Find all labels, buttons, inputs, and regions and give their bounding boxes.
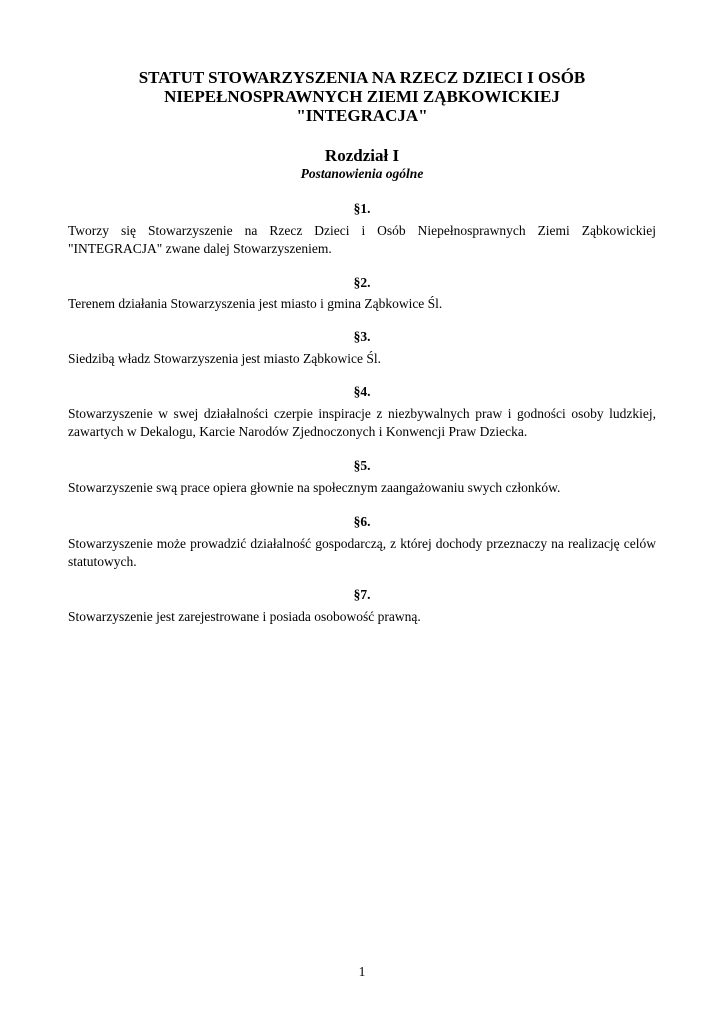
section-5-number: §5. [353,458,371,473]
document-title-line-2: NIEPEŁNOSPRAWNYCH ZIEMI ZĄBKOWICKIEJ [164,87,560,106]
section-4-number: §4. [353,384,371,399]
section-6-text: Stowarzyszenie może prowadzić działalność gospodarczą, z której dochody przeznaczy na realizację celów statutowych. [68,536,656,569]
chapter-heading: Rozdział I [324,146,400,165]
section-5-text: Stowarzyszenie swą prace opiera głownie na społecznym zaangażowaniu swych członków. [68,480,561,495]
section-6-number: §6. [353,514,371,529]
section-4-text: Stowarzyszenie w swej działalności czerpie inspiracje z niezbywalnych praw i godności osoby ludzkiej, zawartych w Dekalogu, Karcie Narodów Zjednoczonych i Konwencji Praw Dziecka. [68,406,656,439]
section-2-number: §2. [353,275,371,290]
section-1-text: Tworzy się Stowarzyszenie na Rzecz Dzieci i Osób Niepełnosprawnych Ziemi Ząbkowickiej "INTEGRACJA" zwane dalej Stowarzyszeniem. [68,223,656,256]
section-7-text: Stowarzyszenie jest zarejestrowane i posiada osobowość prawną. [68,609,421,624]
chapter-subtitle: Postanowienia ogólne [300,166,424,181]
section-3-text: Siedzibą władz Stowarzyszenia jest miasto Ząbkowice Śl. [68,351,382,366]
section-1-number: §1. [353,201,371,216]
section-2-text: Terenem działania Stowarzyszenia jest miasto i gmina Ząbkowice Śl. [68,296,443,311]
section-7-number: §7. [353,587,371,602]
page-number: 1 [358,964,366,979]
document-title-line-1: STATUT STOWARZYSZENIA NA RZECZ DZIECI I OSÓB [138,68,586,87]
document-title-line-3: "INTEGRACJA" [296,106,428,125]
document-title [60,68,664,125]
section-3-number: §3. [353,329,371,344]
